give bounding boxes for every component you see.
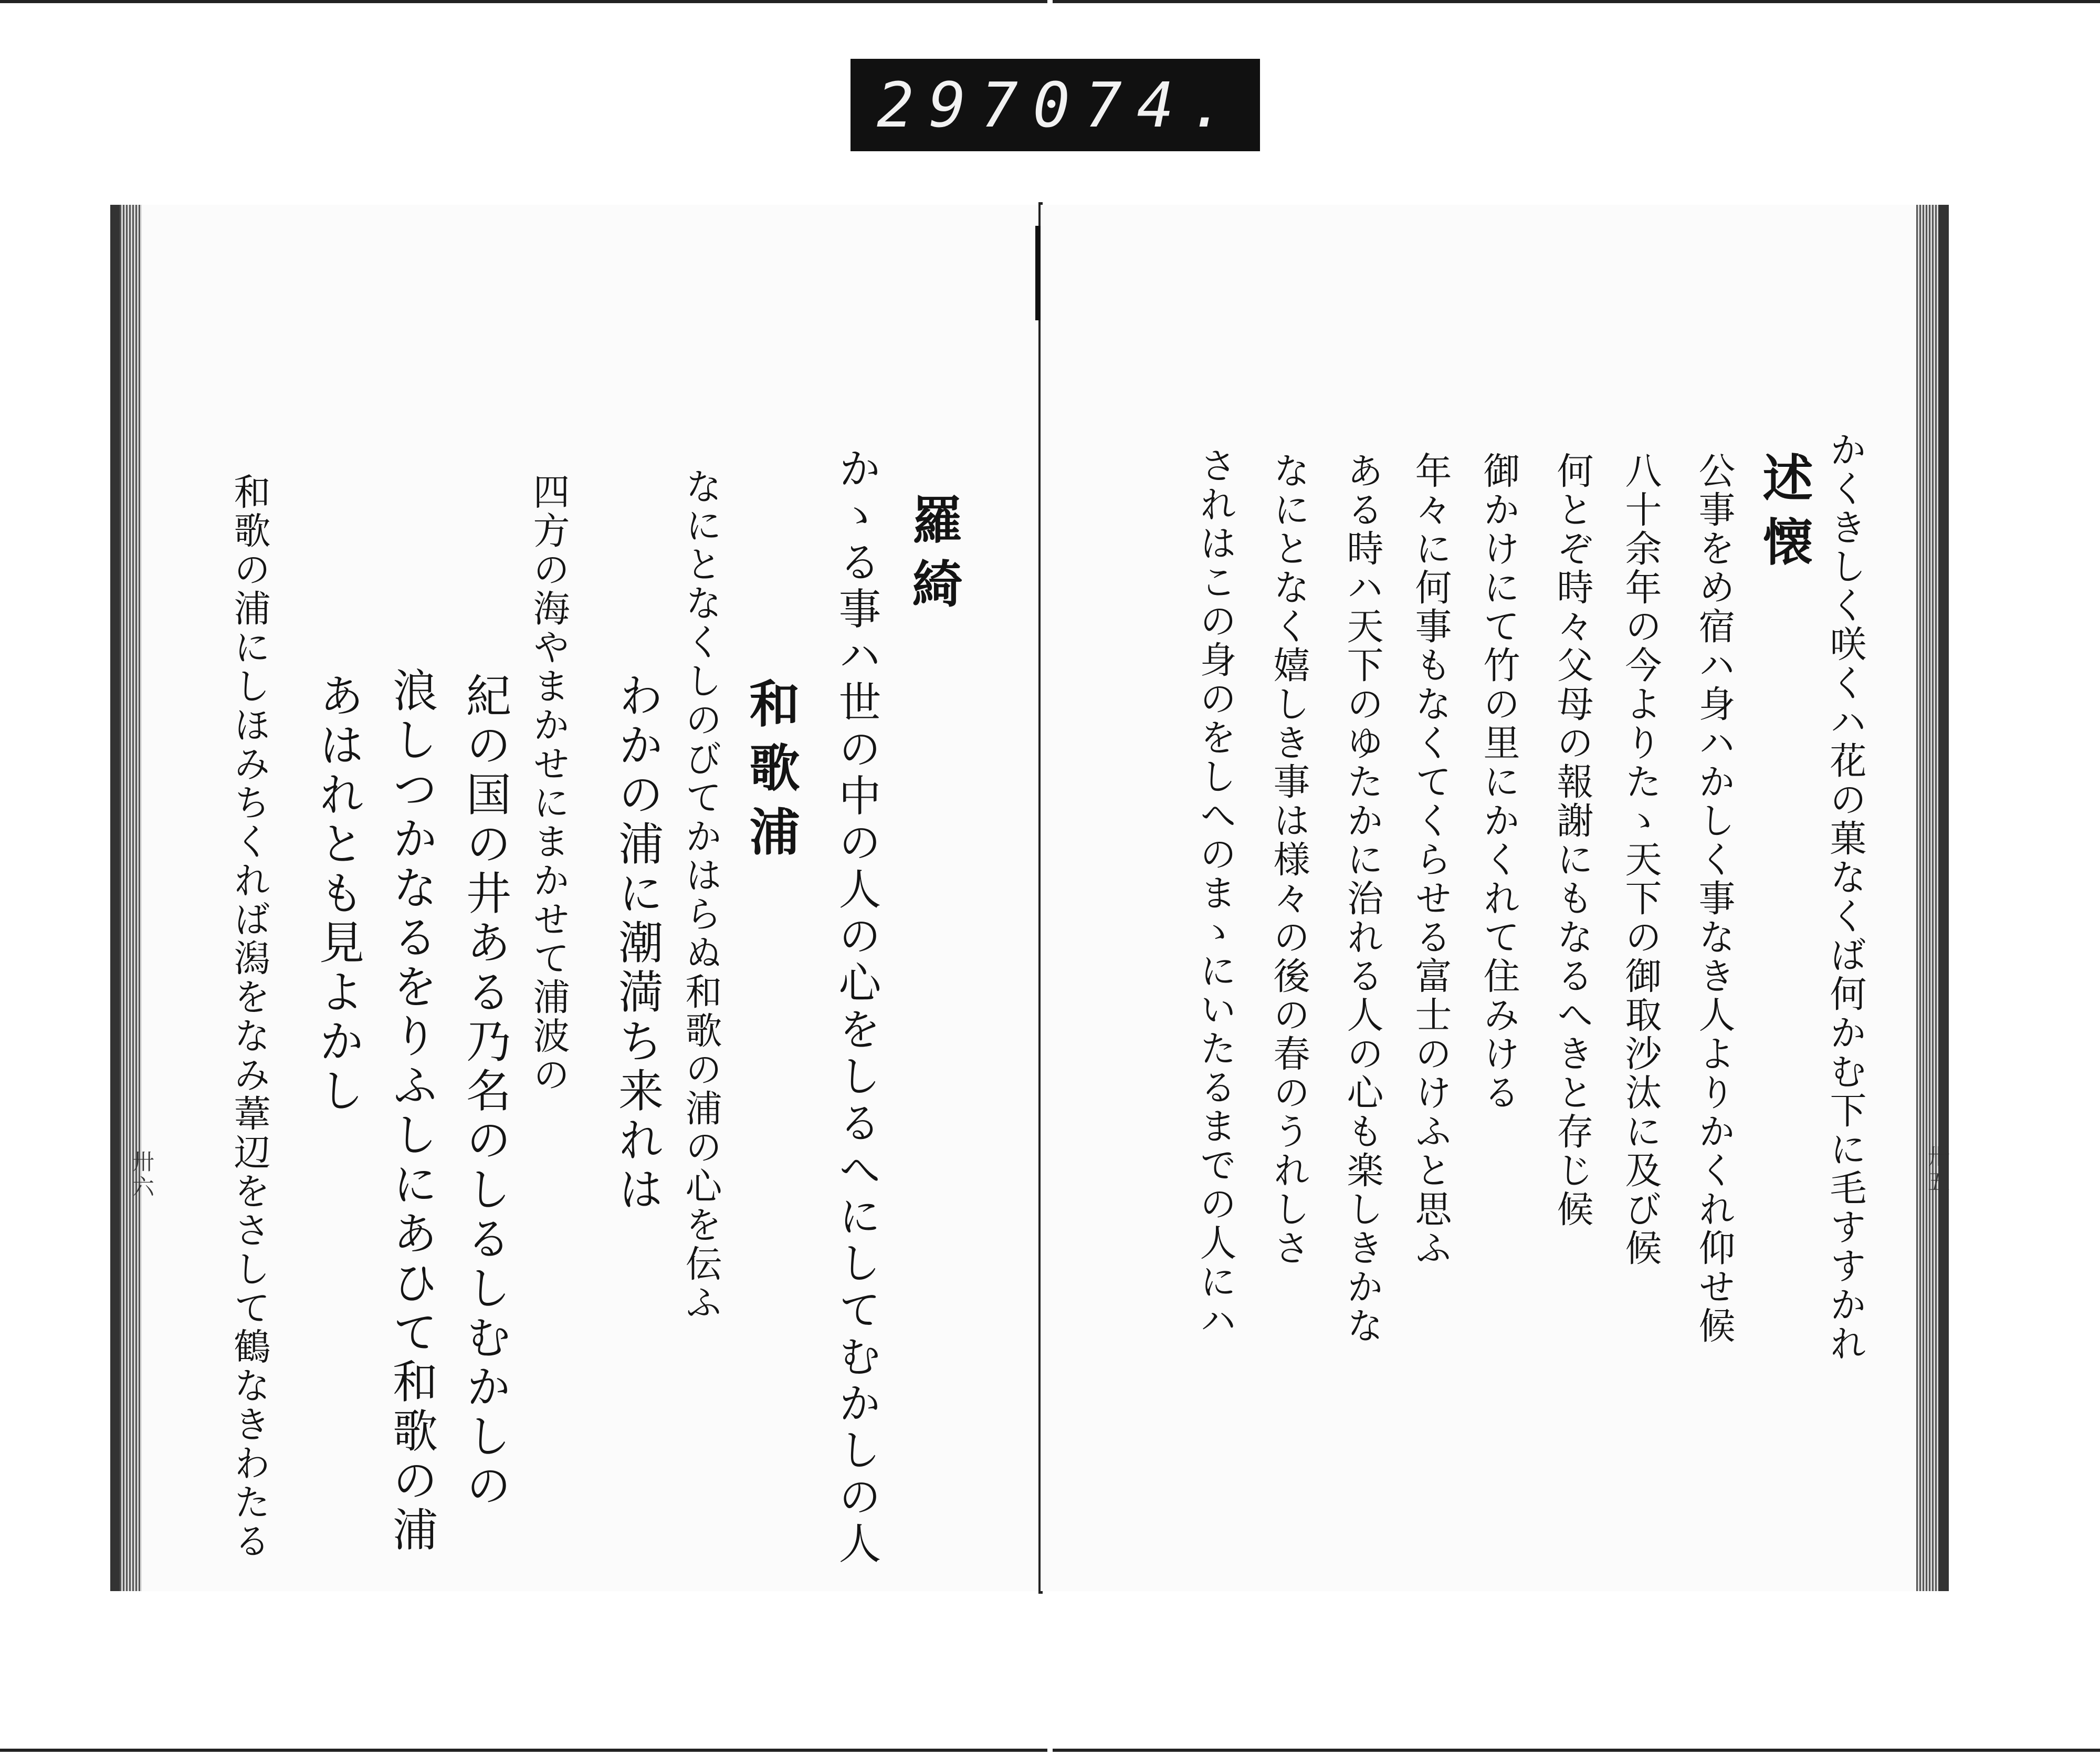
frame-number-left: 297 [877, 69, 1033, 141]
left-column-4: 四方の海やまかせにまかせて浦波の [527, 473, 570, 1094]
right-column-4: 何とぞ時々父母の報謝にもなるへきと存じ候 [1551, 452, 1594, 1229]
right-column-9: されはこの身のをしへのまゝにいたるまでの人にハ [1194, 446, 1237, 1340]
film-split-bottom [1047, 1746, 1053, 1756]
right-column-6: 年々に何事もなくてくらせる富士のけふと思ふ [1409, 452, 1452, 1268]
right-column-8: なにとなく嬉しき事は様々の後の春のうれしさ [1267, 452, 1310, 1268]
right-column-3: 八十余年の今よりたゝ天下の御取沙汰に及び候 [1619, 452, 1662, 1268]
right-column-7: ある時ハ天下のゆたかに治れる人の心も楽しきかな [1341, 452, 1384, 1345]
left-column-3: わかの浦に潮満ち来れは [611, 672, 663, 1215]
right-page-folio: 卅五 [1925, 1145, 1950, 1195]
left-column-5: 紀の国の井ある乃名のしるしむかしの [458, 672, 511, 1511]
left-column-7: あはれとも見よかし [311, 672, 364, 1116]
left-column-1: かゝる事ハ世の中の人の心をしるへにしてむかしの人 [832, 446, 881, 1568]
left-column-8: 和歌の浦にしほみちくれば潟をなみ葦辺をさして鶴なきわたる [228, 473, 271, 1561]
right-section-heading: 述懐 [1755, 452, 1814, 580]
left-page-folio: 卅六 [129, 1150, 155, 1200]
left-section-heading: 羅綺 [904, 494, 963, 622]
left-page-edge [120, 205, 142, 1591]
frame-number-right: 074. [1033, 69, 1241, 141]
right-column-2: 公事をめ宿ハ身ハかしく事なき人よりかくれ仰せ候 [1693, 452, 1736, 1345]
left-column-6: 浪しつかなるをりふしにあひて和歌の浦 [385, 667, 437, 1555]
right-column-5: 御かけにて竹の里にかくれて住みける [1477, 452, 1520, 1112]
right-page-edge [1916, 205, 1938, 1591]
microfilm-frame-number [850, 59, 1260, 151]
left-column-2: なにとなくしのびてかはらぬ和歌の浦の心を伝ふ [679, 467, 722, 1322]
left-subheading-waka: 和歌浦 [741, 677, 801, 870]
right-column-1: かくきしく咲くハ花の菓なくば何かむ下に毛すすかれ [1824, 431, 1867, 1363]
film-split-top [1047, 0, 1053, 5]
